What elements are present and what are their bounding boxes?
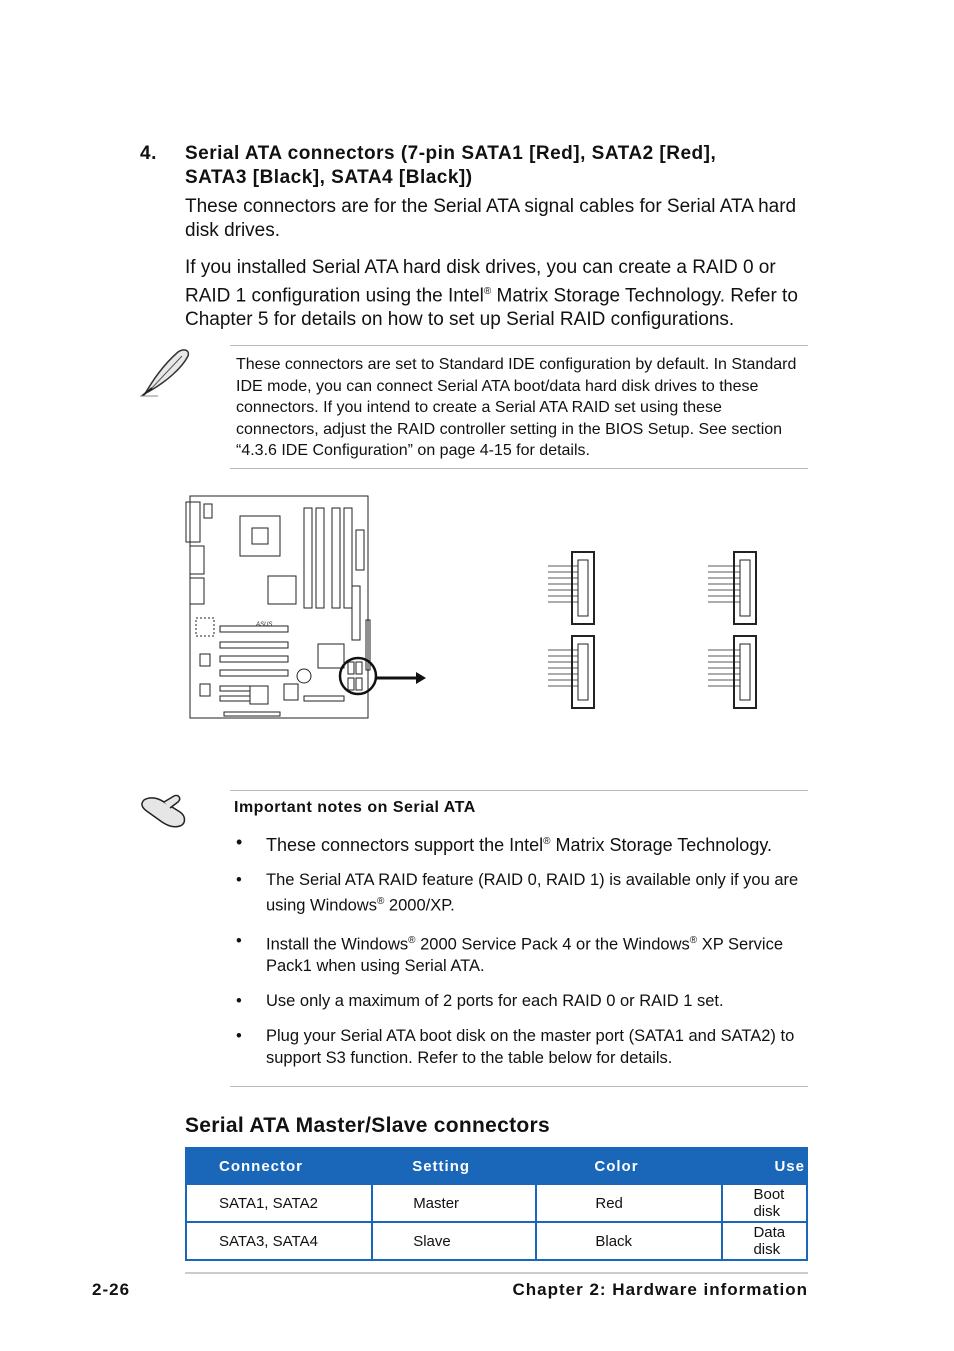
note-text: These connectors are set to Standard IDE configuration by default. In Standard IDE mode, you can connect Serial ATA boot/data hard disk drives to these connectors. If you intend to create a Serial ATA RAID set using these connectors, adjust the RAID controller setting in the BIOS Setup. See section “4.3.6 IDE Configuration” on page 4-15 for details.	[236, 356, 797, 459]
footer-divider	[185, 1272, 808, 1274]
bullet-dot: •	[236, 871, 242, 889]
table-cell: Master	[372, 1184, 536, 1222]
bullet-dot: •	[236, 992, 242, 1010]
list-item-text: Plug your Serial ATA boot disk on the master port (SATA1 and SATA2) to support S3 function. Refer to the table below for details.	[266, 1027, 795, 1067]
table-cell: Black	[536, 1222, 722, 1260]
table-cell: Red	[536, 1184, 722, 1222]
list-item	[230, 930, 808, 978]
list-item	[230, 990, 808, 1012]
sata-connector-4	[708, 636, 756, 708]
section-title-line2: SATA3 [Black], SATA4 [Black])	[185, 167, 473, 188]
table-cell: SATA1, SATA2	[186, 1184, 372, 1222]
registered-mark: ®	[408, 934, 416, 946]
highlight-circle	[340, 658, 376, 694]
para2-text-a: If you installed Serial ATA hard disk drives, you can create a RAID 0 or RAID 1 configuration using the Intel	[185, 257, 776, 307]
sata-connector-3	[708, 552, 756, 624]
board-logo: ASUS	[256, 622, 273, 628]
table-header-cell: Connector	[186, 1148, 372, 1184]
section-title-line1: Serial ATA connectors (7-pin SATA1 [Red], SATA2 [Red],	[185, 143, 717, 164]
list-item-text: The Serial ATA RAID feature (RAID 0, RAID 1) is available only if you are using Windows	[266, 871, 799, 915]
bullet-dot: •	[236, 832, 243, 852]
registered-mark: ®	[483, 286, 492, 297]
motherboard-sata-diagram	[180, 490, 780, 730]
registered-mark: ®	[543, 836, 551, 847]
table-row	[186, 1184, 807, 1222]
table-header-row	[186, 1148, 807, 1184]
registered-mark: ®	[376, 896, 385, 907]
table-cell: SATA3, SATA4	[186, 1222, 372, 1260]
list-item-text: 2000/XP.	[384, 896, 455, 915]
list-item	[230, 869, 808, 917]
list-item-text: Matrix Storage Technology.	[550, 835, 772, 855]
list-item-text: XP Service Pack1 when using Serial ATA.	[266, 935, 784, 975]
list-item	[230, 1025, 808, 1069]
section-paragraph-2	[185, 256, 815, 332]
important-notes-list	[230, 831, 808, 1069]
section-number: 4.	[140, 143, 157, 164]
para2-text-b: Matrix Storage Technology. Refer to Chapter 5 for details on how to set up Serial RAID configurations.	[185, 285, 798, 331]
important-notes-box	[230, 790, 808, 1087]
table-header-cell: Setting	[372, 1148, 536, 1184]
table-header-cell: Color	[536, 1148, 722, 1184]
note-box	[230, 345, 808, 469]
registered-mark: ®	[689, 934, 698, 946]
table-title: Serial ATA Master/Slave connectors	[185, 1114, 550, 1137]
table-cell: Slave	[372, 1222, 536, 1260]
list-item-text: Install the Windows	[266, 935, 409, 953]
section-paragraph-1: These connectors are for the Serial ATA signal cables for Serial ATA hard disk drives.	[185, 196, 797, 241]
important-notes-title: Important notes on Serial ATA	[234, 799, 476, 816]
table-header-cell: Use	[722, 1148, 807, 1184]
list-item	[230, 831, 808, 856]
hand-icon	[140, 790, 190, 832]
page-number: 2-26	[92, 1280, 131, 1299]
chapter-label: Chapter 2: Hardware information	[512, 1280, 808, 1299]
sata-connector-1	[548, 552, 594, 624]
table-cell: Boot disk	[722, 1184, 807, 1222]
list-item-text: These connectors support the Intel	[266, 835, 544, 855]
sata-connector-2	[548, 636, 594, 708]
pen-icon	[138, 342, 194, 398]
table-cell: Data disk	[722, 1222, 807, 1260]
list-item-text: 2000 Service Pack 4 or the Windows	[415, 935, 690, 953]
table-row	[186, 1222, 807, 1260]
bullet-dot: •	[236, 931, 242, 950]
master-slave-table	[185, 1147, 808, 1261]
bullet-dot: •	[236, 1027, 242, 1045]
list-item-text: Use only a maximum of 2 ports for each RAID 0 or RAID 1 set.	[266, 992, 724, 1010]
